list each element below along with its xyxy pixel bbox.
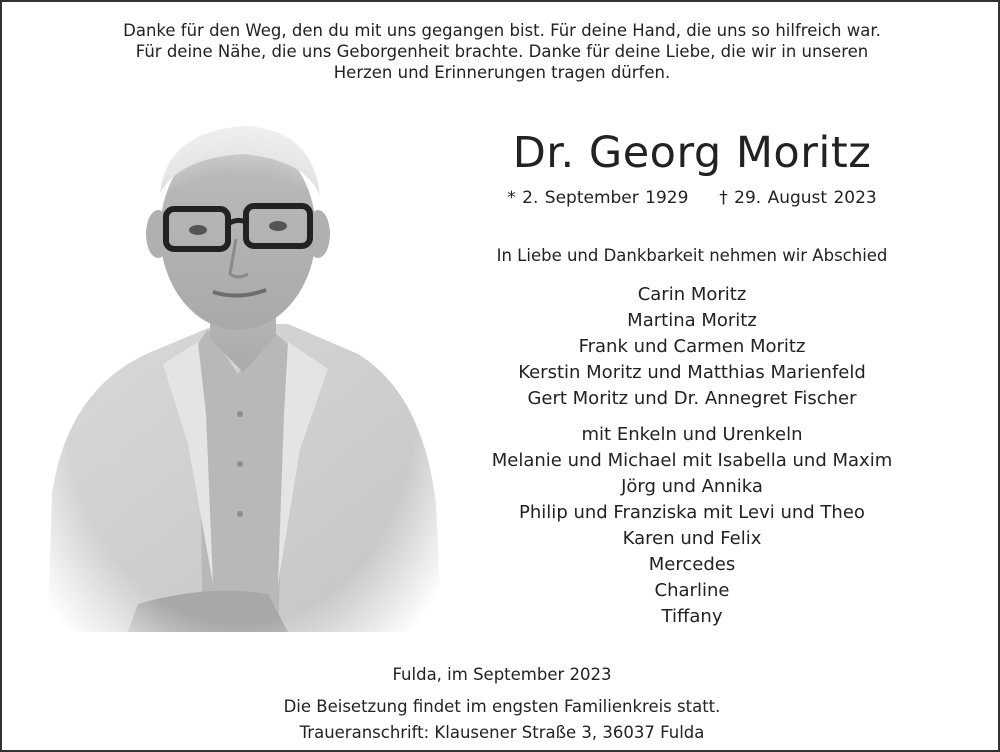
- intro-poem: [62, 20, 942, 83]
- list-item: Carin Moritz: [637, 284, 747, 305]
- life-dates: [472, 188, 912, 208]
- farewell-line: In Liebe und Dankbarkeit nehmen wir Abschied: [496, 246, 888, 265]
- list-item: Philip und Franziska mit Levi und Theo: [519, 502, 865, 523]
- list-item: Karen und Felix: [622, 528, 762, 549]
- deceased-name: Dr. Georg Moritz: [512, 128, 872, 178]
- list-item: Melanie und Michael mit Isabella und Maxim: [491, 450, 893, 471]
- death-symbol: †: [719, 188, 728, 208]
- footer: [252, 664, 752, 746]
- list-item: Mercedes: [648, 554, 736, 575]
- list-item: Tiffany: [661, 606, 723, 627]
- mourners-list: [452, 282, 932, 630]
- list-item: Gert Moritz und Dr. Annegret Fischer: [527, 388, 857, 409]
- list-item: Frank und Carmen Moritz: [578, 336, 806, 357]
- funeral-note: Die Beisetzung findet im engsten Familienkreis statt.: [283, 697, 721, 716]
- death-date: 29. August 2023: [734, 188, 877, 208]
- grandchildren: [452, 422, 932, 630]
- intro-line: Danke für den Weg, den du mit uns gegangen bist. Für deine Hand, die uns so hilfreich war.: [123, 21, 881, 40]
- list-item: mit Enkeln und Urenkeln: [581, 424, 803, 445]
- mourning-address: Traueranschrift: Klausener Straße 3, 36037 Fulda: [299, 723, 705, 742]
- place-date: Fulda, im September 2023: [392, 665, 612, 684]
- intro-line: Für deine Nähe, die uns Geborgenheit brachte. Danke für deine Liebe, die wir in unseren: [135, 42, 869, 61]
- list-item: Martina Moritz: [627, 310, 757, 331]
- list-item: Charline: [654, 580, 730, 601]
- birth-date: 2. September 1929: [522, 188, 689, 208]
- close-family: [452, 282, 932, 412]
- portrait-photo: [38, 114, 442, 632]
- list-item: Jörg und Annika: [621, 476, 763, 497]
- birth-symbol: *: [507, 188, 516, 208]
- list-item: Kerstin Moritz und Matthias Marienfeld: [518, 362, 866, 383]
- intro-line: Herzen und Erinnerungen tragen dürfen.: [333, 63, 671, 82]
